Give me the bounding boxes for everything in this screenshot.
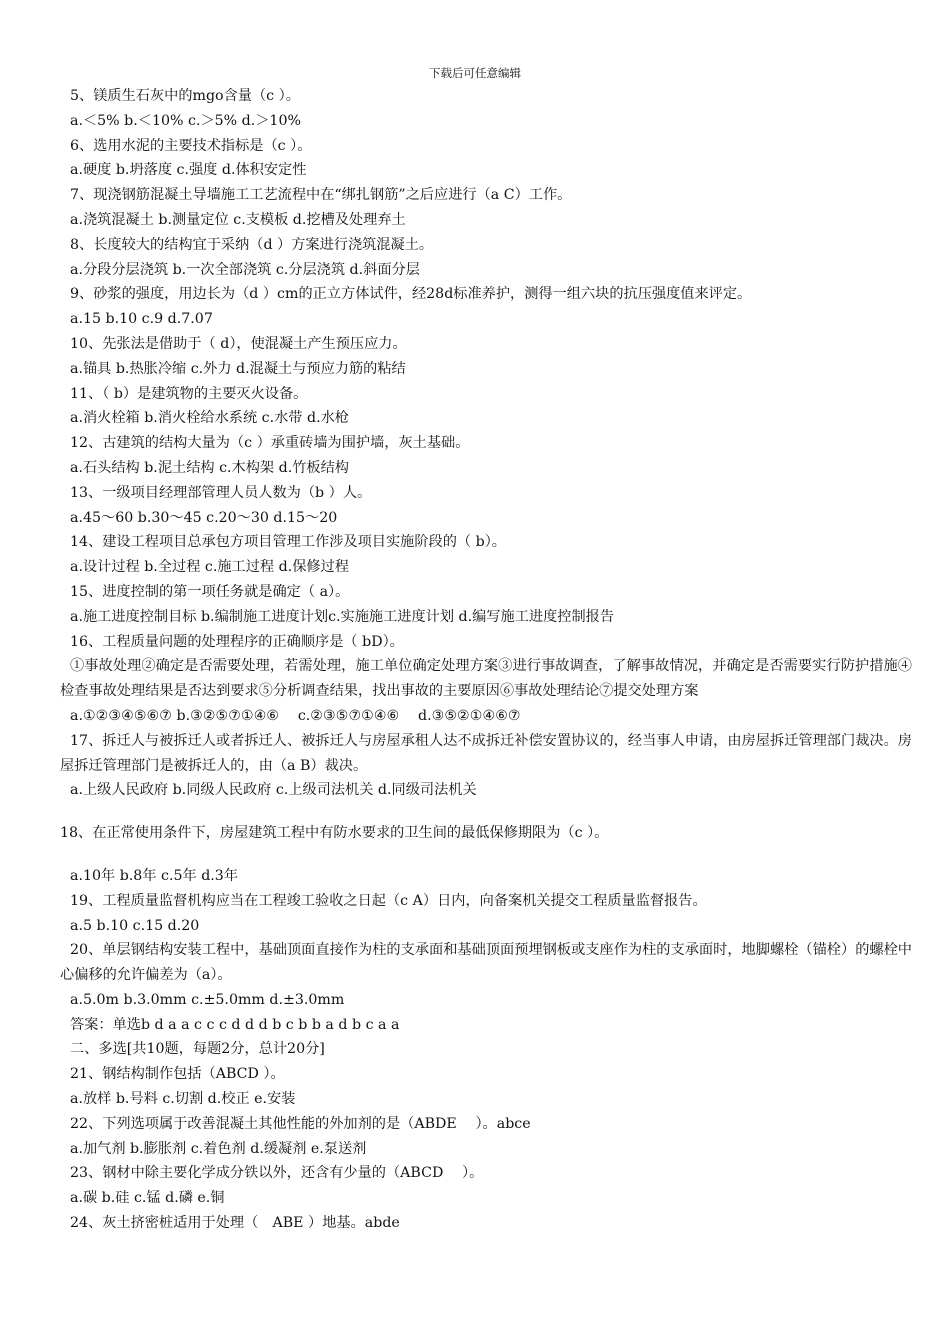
text-line: a.上级人民政府 b.同级人民政府 c.上级司法机关 d.同级司法机关 bbox=[70, 782, 477, 799]
text-line: a.碳 b.硅 c.锰 d.磷 e.铜 bbox=[70, 1190, 225, 1207]
page-header: 下载后可任意编辑 bbox=[429, 66, 521, 80]
text-line: a.施工进度控制目标 b.编制施工进度计划c.实施施工进度计划 d.编写施工进度控制报告 bbox=[70, 608, 615, 625]
text-line: 10、先张法是借助于（ d），使混凝土产生预压应力。 bbox=[70, 335, 407, 352]
text-line: a.5.0m b.3.0mm c.±5.0mm d.±3.0mm bbox=[70, 991, 345, 1008]
text-line: 18、在正常使用条件下，房屋建筑工程中有防水要求的卫生间的最低保修期限为（c ）。 bbox=[60, 825, 609, 842]
text-line: 15、进度控制的第一项任务就是确定（ a）。 bbox=[70, 583, 350, 600]
text-line: a.硬度 b.坍落度 c.强度 d.体积安定性 bbox=[70, 162, 307, 179]
document-body bbox=[60, 84, 912, 1236]
text-line: a.分段分层浇筑 b.一次全部浇筑 c.分层浇筑 d.斜面分层 bbox=[70, 261, 420, 278]
text-line: 8、长度较大的结构宜于采纳（d ）方案进行浇筑混凝土。 bbox=[70, 236, 434, 253]
text-line: a.消火栓箱 b.消火栓给水系统 c.水带 d.水枪 bbox=[70, 410, 349, 427]
text-line: a.①②③④⑤⑥⑦ b.③②⑤⑦①④⑥ c.②③⑤⑦①④⑥ d.③⑤②①④⑥⑦ bbox=[70, 707, 521, 724]
text-line: 24、灰土挤密桩适用于处理（ ABE ）地基。abde bbox=[70, 1215, 400, 1232]
paragraph: 17、拆迁人与被拆迁人或者拆迁人、被拆迁人与房屋承租人达不成拆迁补偿安置协议的，经当事人申请，由房屋拆迁管理部门裁决。房屋拆迁管理部门是被拆迁人的，由（a B）裁决。 bbox=[60, 732, 912, 774]
text-line: 19、工程质量监督机构应当在工程竣工验收之日起（c A）日内，向备案机关提交工程质量监督报告。 bbox=[70, 892, 707, 909]
text-line: a.设计过程 b.全过程 c.施工过程 d.保修过程 bbox=[70, 559, 349, 576]
text-line: 11、（ b）是建筑物的主要灭火设备。 bbox=[70, 385, 308, 402]
text-line: 12、古建筑的结构大量为（c ）承重砖墙为围护墙，灰土基础。 bbox=[70, 435, 470, 452]
text-line: 9、砂浆的强度，用边长为（d ）cm的正立方体试件，经28d标准养护，测得一组六块的抗压强度值来评定。 bbox=[70, 286, 752, 303]
text-line: a.15 b.10 c.9 d.7.07 bbox=[70, 311, 213, 328]
text-line: 7、现浇钢筋混凝土导墙施工工艺流程中在“绑扎钢筋”之后应进行（a C）工作。 bbox=[70, 187, 572, 204]
text-line: a.加气剂 b.膨胀剂 c.着色剂 d.缓凝剂 e.泵送剂 bbox=[70, 1140, 367, 1157]
spacer bbox=[60, 846, 912, 864]
spacer bbox=[60, 803, 912, 821]
text-line: 答案：单选b d a a c c c d d d b c b b a d b c a a bbox=[70, 1016, 400, 1033]
text-line: a.放样 b.号料 c.切割 d.校正 e.安装 bbox=[70, 1091, 296, 1108]
text-line: 16、工程质量问题的处理程序的正确顺序是（ bD）。 bbox=[70, 633, 404, 650]
text-line: a.浇筑混凝土 b.测量定位 c.支模板 d.挖槽及处理弃土 bbox=[70, 211, 406, 228]
text-line: a.45～60 b.30～45 c.20～30 d.15～20 bbox=[70, 509, 338, 526]
text-line: 23、钢材中除主要化学成分铁以外，还含有少量的（ABCD ）。 bbox=[70, 1165, 484, 1182]
text-line: 5、镁质生石灰中的mgo含量（c ）。 bbox=[70, 88, 300, 104]
text-line: 13、一级项目经理部管理人员人数为（b ）人。 bbox=[70, 484, 372, 501]
text-line: 6、选用水泥的主要技术指标是（c ）。 bbox=[70, 137, 312, 154]
paragraph: ①事故处理②确定是否需要处理，若需处理，施工单位确定处理方案③进行事故调查，了解事故情况，并确定是否需要实行防护措施④检查事故处理结果是否达到要求⑤分析调查结果，找出事故的主要原因⑥事故处理结论⑦提交处理方案 bbox=[60, 658, 912, 700]
text-line: a.石头结构 b.泥土结构 c.木构架 d.竹板结构 bbox=[70, 459, 349, 476]
text-line: 二、多选[共10题，每题2分，总计20分] bbox=[70, 1041, 325, 1058]
text-line: a.锚具 b.热胀冷缩 c.外力 d.混凝土与预应力筋的粘结 bbox=[70, 360, 406, 377]
text-line: a.＜5% b.＜10% c.＞5% d.＞10% bbox=[70, 112, 301, 129]
text-line: 22、下列选项属于改善混凝土其他性能的外加剂的是（ABDE ）。abce bbox=[70, 1115, 531, 1132]
text-line: 14、建设工程项目总承包方项目管理工作涉及项目实施阶段的（ b）。 bbox=[70, 534, 506, 551]
paragraph: 20、单层钢结构安装工程中，基础顶面直接作为柱的支承面和基础顶面预埋钢板或支座作为柱的支承面时，地脚螺栓（锚栓）的螺栓中心偏移的允许偏差为（a）。 bbox=[60, 942, 912, 984]
text-line: a.5 b.10 c.15 d.20 bbox=[70, 917, 200, 934]
text-line: a.10年 b.8年 c.5年 d.3年 bbox=[70, 867, 239, 884]
text-line: 21、钢结构制作包括（ABCD ）。 bbox=[70, 1066, 285, 1083]
